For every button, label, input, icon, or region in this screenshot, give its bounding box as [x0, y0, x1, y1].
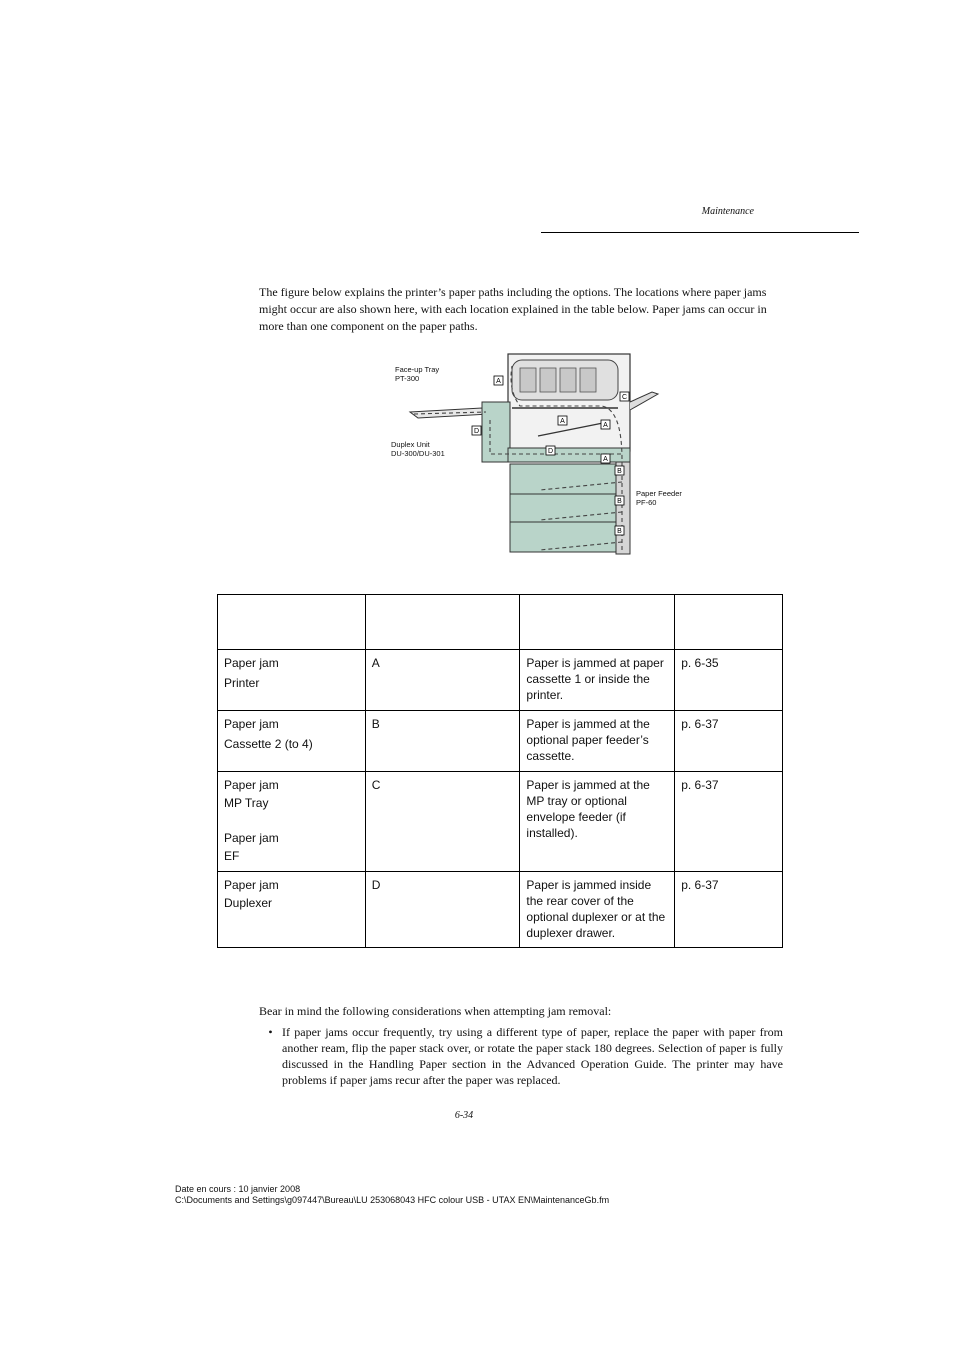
- reference-page-cell: p. 6-37: [675, 711, 783, 772]
- location-cell: B: [365, 711, 520, 772]
- footer-date: Date en cours : 10 janvier 2008: [175, 1184, 301, 1194]
- location-cell: A: [365, 650, 520, 711]
- paper-jam-table: [217, 594, 783, 948]
- header-cell: [520, 595, 675, 650]
- paper-feeder-label: Paper Feeder PF-60: [636, 489, 682, 507]
- page-number: 6-34: [454, 1110, 474, 1121]
- intro-paragraph: The figure below explains the printer’s paper paths including the options. The locations where paper jams might occur are also shown here, with each location explained in the table below. Paper jams can occur in more than one component on the paper paths.: [259, 285, 767, 333]
- marker-b: B: [617, 468, 622, 475]
- location-cell: D: [365, 872, 520, 948]
- marker-a: A: [496, 378, 501, 385]
- description-cell: Paper is jammed at the optional paper feeder’s cassette.: [520, 711, 675, 772]
- running-header: Maintenance: [701, 206, 754, 217]
- reference-page-cell: p. 6-35: [675, 650, 783, 711]
- reference-page-cell: p. 6-37: [675, 872, 783, 948]
- paper-path-figure: [390, 350, 690, 556]
- face-up-tray-label: Face-up Tray PT-300: [395, 365, 440, 383]
- marker-a: A: [560, 418, 565, 425]
- document-footer: [175, 1184, 609, 1206]
- marker-b: B: [617, 498, 622, 505]
- marker-d: D: [547, 448, 554, 455]
- table-row: [218, 772, 783, 872]
- duplex-unit-shape: [482, 402, 510, 462]
- message-cell: Paper jam Printer: [218, 650, 366, 711]
- header-rule: [541, 232, 859, 233]
- header-cell: [365, 595, 520, 650]
- considerations-section: [259, 1003, 783, 1088]
- message-cell: Paper jam Cassette 2 (to 4): [218, 711, 366, 772]
- considerations-intro: Bear in mind the following considerations when attempting jam removal:: [259, 1004, 612, 1018]
- marker-d: D: [473, 428, 480, 435]
- marker-c: C: [621, 394, 628, 401]
- duplex-unit-label: Duplex Unit DU-300/DU-301: [391, 440, 445, 458]
- message-cell: Paper jam MP Tray Paper jam EF: [218, 772, 366, 872]
- header-cell: [675, 595, 783, 650]
- message-cell: Paper jam Duplexer: [218, 872, 366, 948]
- reference-page-cell: p. 6-37: [675, 772, 783, 872]
- marker-a: A: [603, 456, 608, 463]
- description-cell: Paper is jammed at paper cassette 1 or inside the printer.: [520, 650, 675, 711]
- location-cell: C: [365, 772, 520, 872]
- description-cell: Paper is jammed at the MP tray or optional envelope feeder (if installed).: [520, 772, 675, 872]
- table-row: [218, 872, 783, 948]
- marker-b: B: [617, 528, 622, 535]
- paper-feeder-shape: [510, 464, 616, 552]
- bullet-text: If paper jams occur frequently, try using a different type of paper, replace the paper with paper from another ream, flip the paper stack over, or rotate the paper stack 180 degrees. Selection of paper is fully discussed in the Handling Paper section in the Advanced Operation Guide. The printer may have problems if paper jams recur after the paper was replaced.: [282, 1025, 783, 1087]
- table-row: [218, 711, 783, 772]
- table-header-row: [218, 595, 783, 650]
- table-row: [218, 650, 783, 711]
- bullet-icon: •: [268, 1025, 273, 1039]
- marker-a: A: [603, 422, 608, 429]
- list-item: [259, 1024, 783, 1088]
- header-cell: [218, 595, 366, 650]
- description-cell: Paper is jammed inside the rear cover of the optional duplexer or at the duplexer drawer.: [520, 872, 675, 948]
- footer-path: C:\Documents and Settings\g097447\Bureau\LU 253068043 HFC colour USB - UTAX EN\MaintenanceGb.fm: [175, 1195, 610, 1205]
